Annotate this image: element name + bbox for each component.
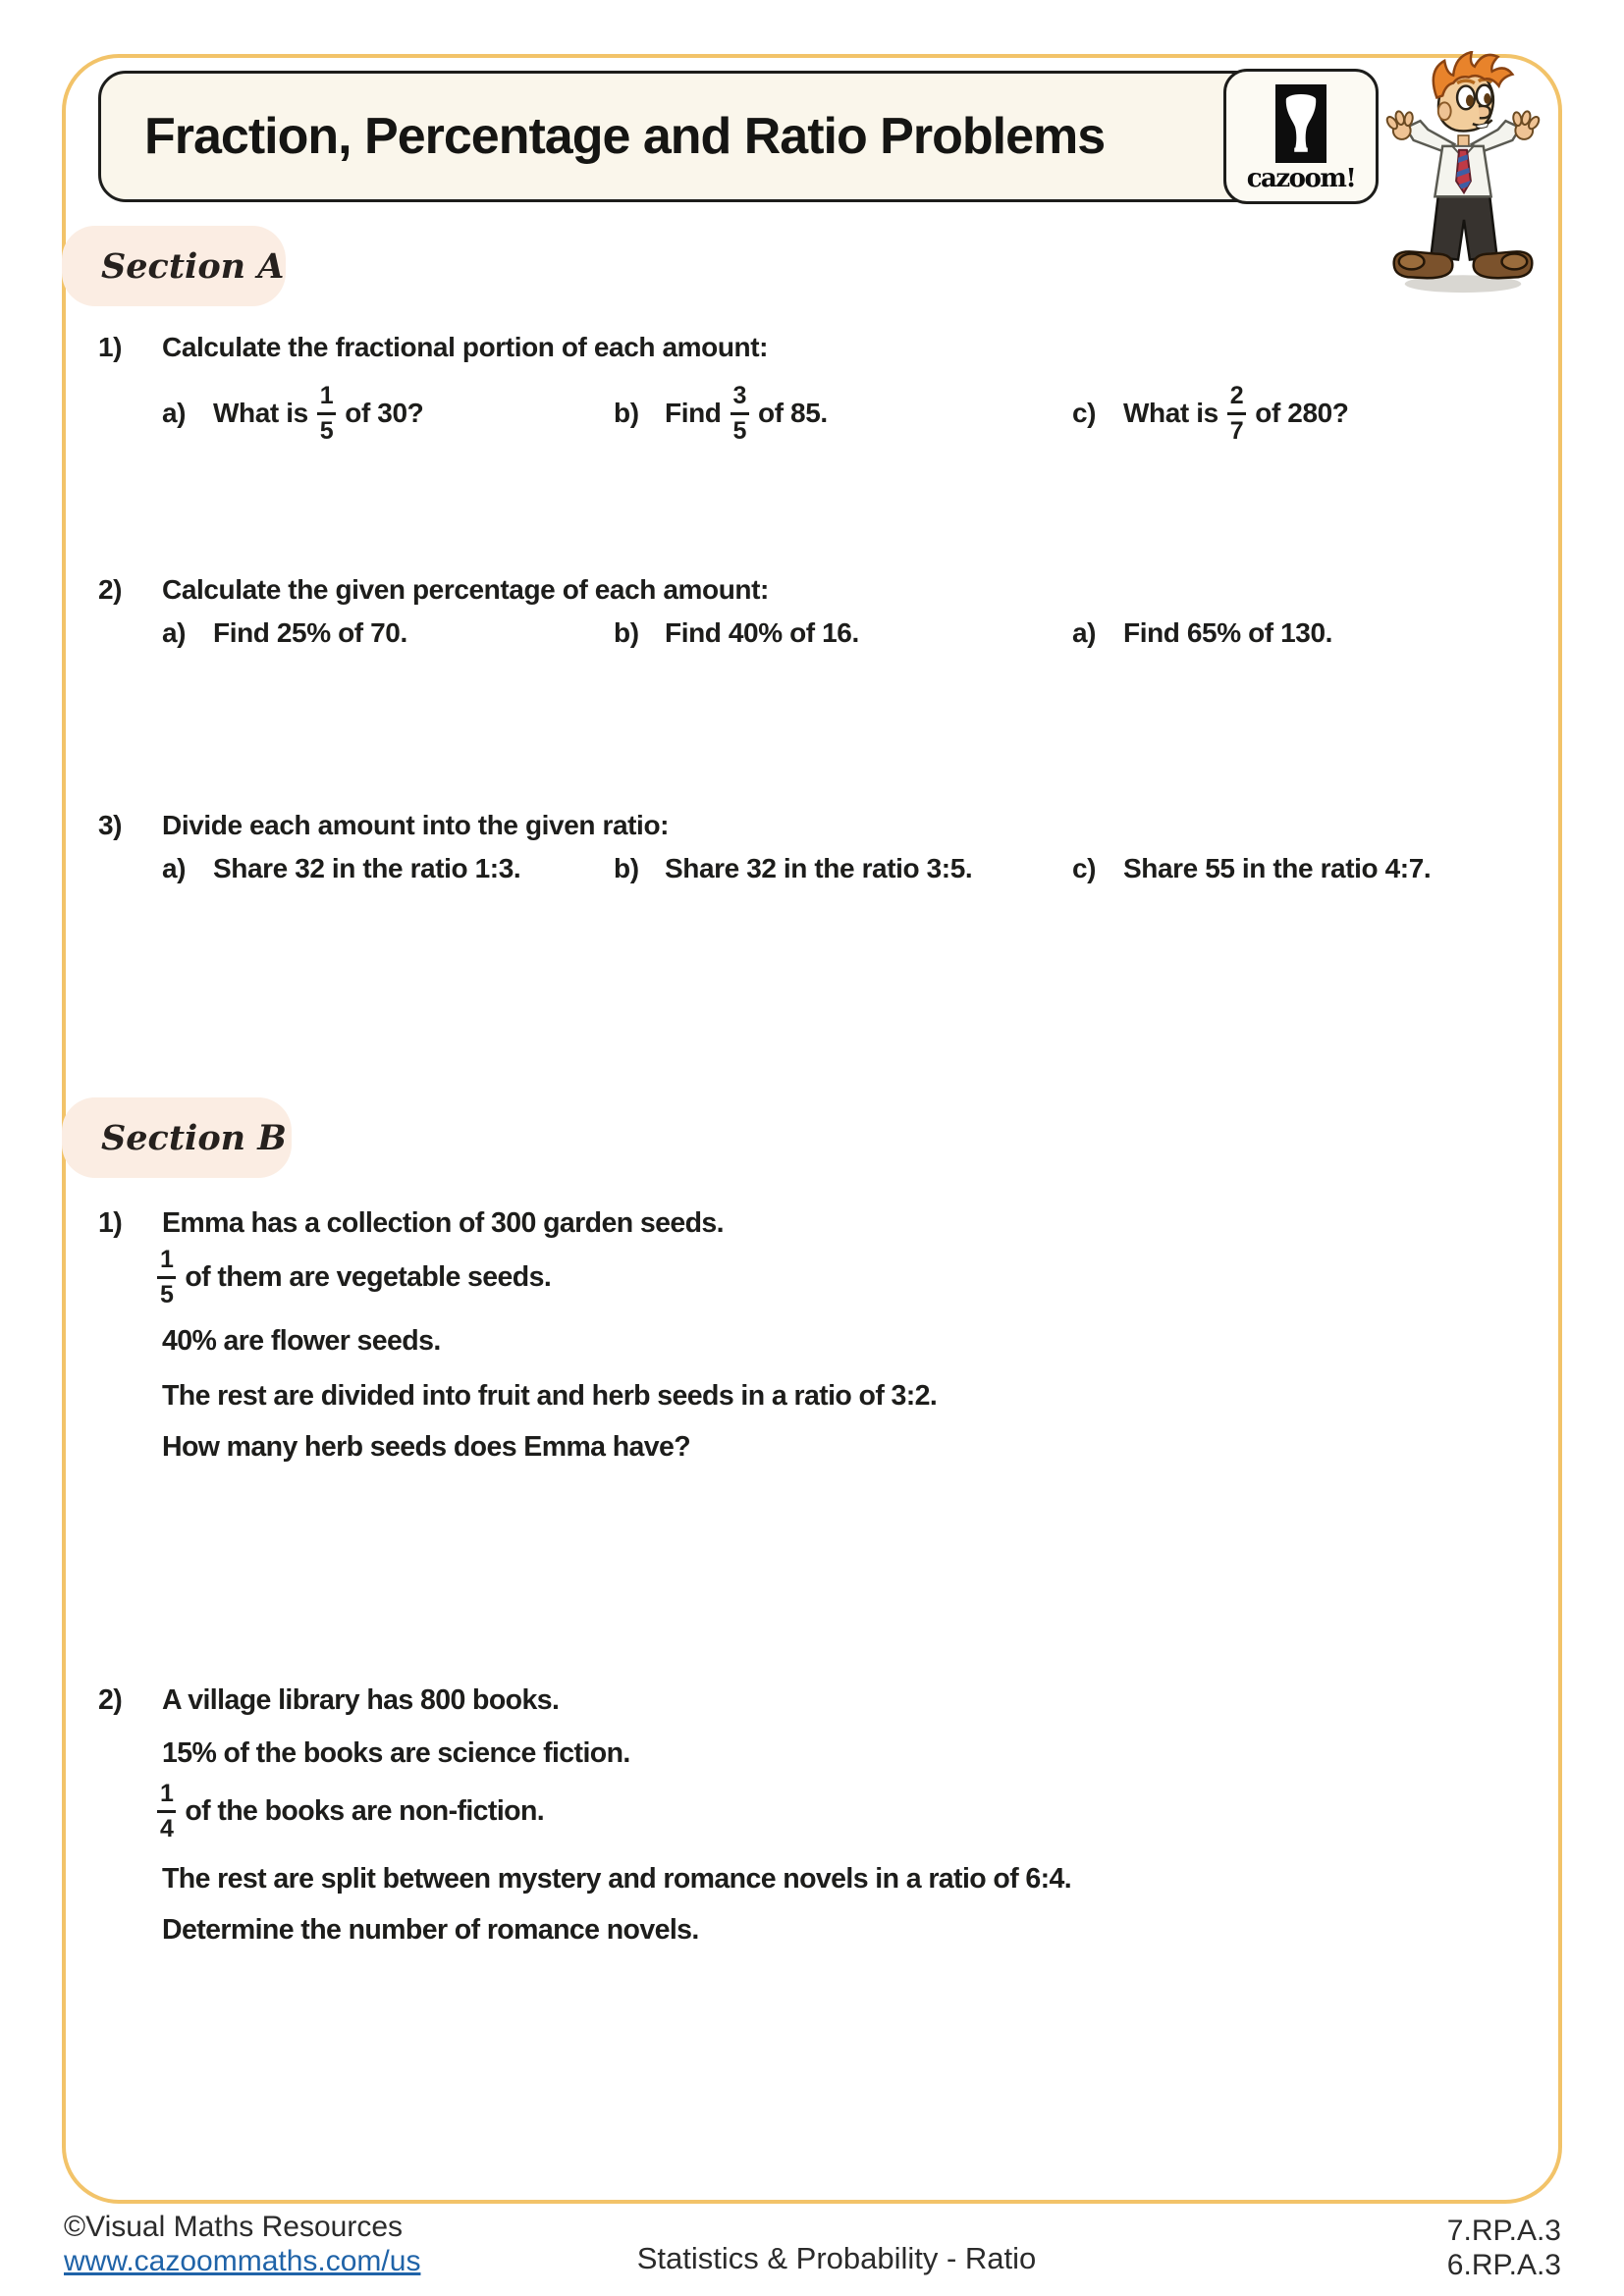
- part-text: Share 55 in the ratio 4:7.: [1123, 853, 1432, 883]
- part-text: Find 25% of 70.: [213, 617, 407, 648]
- part-label: a): [162, 617, 187, 648]
- fraction-denominator: 5: [317, 412, 337, 444]
- problem-2-line: [98, 1684, 559, 1717]
- footer-left: [64, 2210, 420, 2278]
- footer-topic: Statistics & Probability - Ratio: [636, 2241, 1037, 2275]
- part-text: What is: [213, 398, 308, 428]
- problem-text: of the books are non-fiction.: [185, 1794, 545, 1827]
- question-number: 1): [98, 332, 123, 362]
- problem-text: 40% are flower seeds.: [162, 1325, 441, 1357]
- problem-1-line: [162, 1431, 690, 1464]
- standard-code: 6.RP.A.3: [1446, 2249, 1561, 2281]
- question-prompt: Divide each amount into the given ratio:: [162, 810, 670, 840]
- website-link[interactable]: www.cazoommaths.com/us: [64, 2245, 421, 2277]
- question-part: [614, 849, 972, 888]
- page-title: Fraction, Percentage and Ratio Problems: [144, 108, 1106, 165]
- footer-standards: [1355, 2214, 1561, 2282]
- part-label: b): [614, 853, 639, 883]
- cazoom-logo: [1223, 69, 1379, 204]
- question-part: [162, 849, 520, 888]
- question-part: [1072, 381, 1349, 446]
- fraction: [1227, 381, 1247, 445]
- fraction: [317, 381, 337, 445]
- problem-2-line: [162, 1863, 1071, 1896]
- part-label: a): [162, 398, 187, 428]
- fraction: [731, 381, 750, 445]
- question-part: [614, 614, 859, 653]
- question-prompt: Calculate the given percentage of each amount:: [162, 574, 769, 605]
- fraction-denominator: 5: [157, 1276, 176, 1308]
- part-label: b): [614, 617, 639, 648]
- question-part: [614, 381, 828, 446]
- part-label: c): [1072, 398, 1097, 428]
- question-part: [1072, 614, 1332, 653]
- fraction: [157, 1779, 176, 1842]
- question-1: [98, 332, 768, 363]
- worksheet-title-box: [98, 71, 1377, 202]
- fraction-numerator: 1: [160, 1779, 174, 1807]
- copyright-text: ©Visual Maths Resources: [64, 2211, 404, 2243]
- part-label: c): [1072, 853, 1097, 883]
- part-text: of 280?: [1255, 398, 1349, 428]
- problem-2-line: [162, 1914, 699, 1947]
- part-text: What is: [1123, 398, 1218, 428]
- problem-text: of them are vegetable seeds.: [185, 1260, 552, 1293]
- part-text: Find 65% of 130.: [1123, 617, 1332, 648]
- problem-text: The rest are divided into fruit and herb seeds in a ratio of 3:2.: [162, 1380, 938, 1412]
- problem-1-line: [162, 1380, 937, 1413]
- part-label: a): [162, 853, 187, 883]
- djembe-drum-icon: [1275, 84, 1326, 163]
- question-part: [162, 614, 407, 653]
- part-text: Share 32 in the ratio 3:5.: [665, 853, 973, 883]
- question-2: [98, 574, 769, 606]
- problem-text: How many herb seeds does Emma have?: [162, 1431, 691, 1463]
- problem-1-line: [157, 1245, 551, 1309]
- section-a-pill: [62, 226, 286, 306]
- section-b-pill: [62, 1097, 292, 1178]
- problem-2-line: [157, 1779, 544, 1843]
- section-a-label: Section A: [101, 245, 285, 287]
- problem-text: 15% of the books are science fiction.: [162, 1737, 630, 1769]
- question-part: [162, 381, 423, 446]
- question-number: 2): [98, 1684, 123, 1716]
- part-text: Find: [665, 398, 722, 428]
- mascot-illustration: [1380, 51, 1545, 298]
- fraction-numerator: 3: [732, 381, 747, 409]
- fraction-denominator: 4: [157, 1810, 176, 1842]
- part-text: of 85.: [758, 398, 828, 428]
- problem-text: A village library has 800 books.: [162, 1684, 560, 1716]
- standard-code: 7.RP.A.3: [1446, 2215, 1561, 2247]
- fraction-denominator: 5: [731, 412, 750, 444]
- problem-2-line: [162, 1737, 630, 1770]
- part-label: a): [1072, 617, 1097, 648]
- question-number: 3): [98, 810, 123, 840]
- cazoom-logo-text: cazoom!: [1246, 163, 1356, 193]
- question-number: 1): [98, 1207, 123, 1239]
- problem-text: Determine the number of romance novels.: [162, 1914, 699, 1946]
- part-text: of 30?: [345, 398, 424, 428]
- question-part: [1072, 849, 1431, 888]
- fraction: [157, 1245, 176, 1308]
- part-label: b): [614, 398, 639, 428]
- fraction-numerator: 1: [319, 381, 334, 409]
- problem-text: The rest are split between mystery and romance novels in a ratio of 6:4.: [162, 1863, 1072, 1895]
- question-3: [98, 810, 669, 841]
- problem-text: Emma has a collection of 300 garden seeds.: [162, 1207, 724, 1239]
- fraction-numerator: 1: [160, 1245, 174, 1273]
- fraction-numerator: 2: [1229, 381, 1244, 409]
- section-b-label: Section B: [101, 1117, 287, 1158]
- fraction-denominator: 7: [1227, 412, 1247, 444]
- part-text: Find 40% of 16.: [665, 617, 859, 648]
- part-text: Share 32 in the ratio 1:3.: [213, 853, 521, 883]
- problem-1-line: [98, 1207, 724, 1240]
- problem-1-line: [162, 1325, 441, 1358]
- question-number: 2): [98, 574, 123, 605]
- question-prompt: Calculate the fractional portion of each amount:: [162, 332, 769, 362]
